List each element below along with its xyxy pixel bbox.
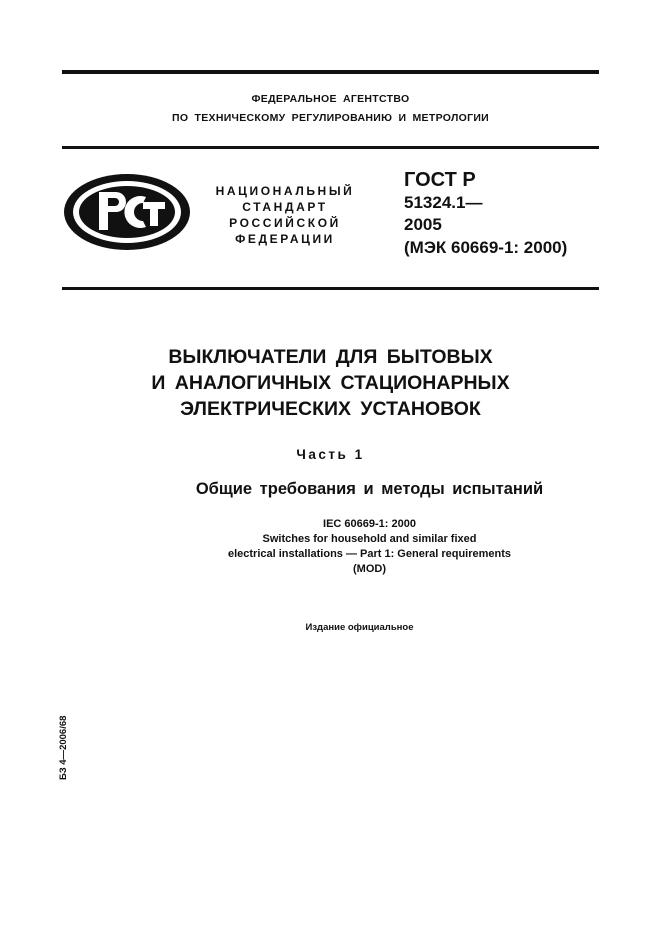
national-standard-line-2: СТАНДАРТ [242,200,328,214]
national-standard-line-1: НАЦИОНАЛЬНЫЙ [215,184,355,198]
iec-reference [62,517,599,577]
document-subtitle: Общие требования и методы испытаний [195,480,544,498]
iec-line-1: IEC 60669-1: 2000 [323,518,416,530]
national-standard-line-3: РОССИЙСКОЙ [229,216,341,230]
agency-name-line-2: ПО ТЕХНИЧЕСКОМУ РЕГУЛИРОВАНИЮ И МЕТРОЛОГИИ [171,112,490,124]
standard-designation [404,169,567,259]
title-line-3: ЭЛЕКТРИЧЕСКИХ УСТАНОВОК [180,398,481,420]
designation-prefix: ГОСТ Р [404,169,476,191]
national-standard-line-4: ФЕДЕРАЦИИ [235,232,335,246]
iec-line-2: Switches for household and similar fixed [262,533,477,545]
national-standard-label [200,183,370,247]
side-code: БЗ 4—2006/68 [58,715,69,780]
part-label: Часть 1 [296,447,365,462]
title-line-1: ВЫКЛЮЧАТЕЛИ ДЛЯ БЫТОВЫХ [168,346,493,368]
document-title [62,344,599,422]
top-rule-thick [62,70,599,74]
rst-certification-mark-icon [63,173,191,251]
rst-logo [63,173,191,251]
iec-line-4: (MOD) [353,563,386,575]
designation-year: 2005 [404,215,442,234]
title-line-2: И АНАЛОГИЧНЫХ СТАЦИОНАРНЫХ [151,372,510,394]
designation-number: 51324.1— [404,192,483,212]
designation-iec-equivalent: (МЭК 60669-1: 2000) [404,237,568,257]
iec-line-3: electrical installations — Part 1: General requirements [227,548,512,560]
agency-name-line-1: ФЕДЕРАЛЬНОЕ АГЕНТСТВО [251,93,410,105]
designation-rule [62,287,599,290]
edition-note: Издание официальное [305,622,414,633]
header-rule [62,146,599,149]
